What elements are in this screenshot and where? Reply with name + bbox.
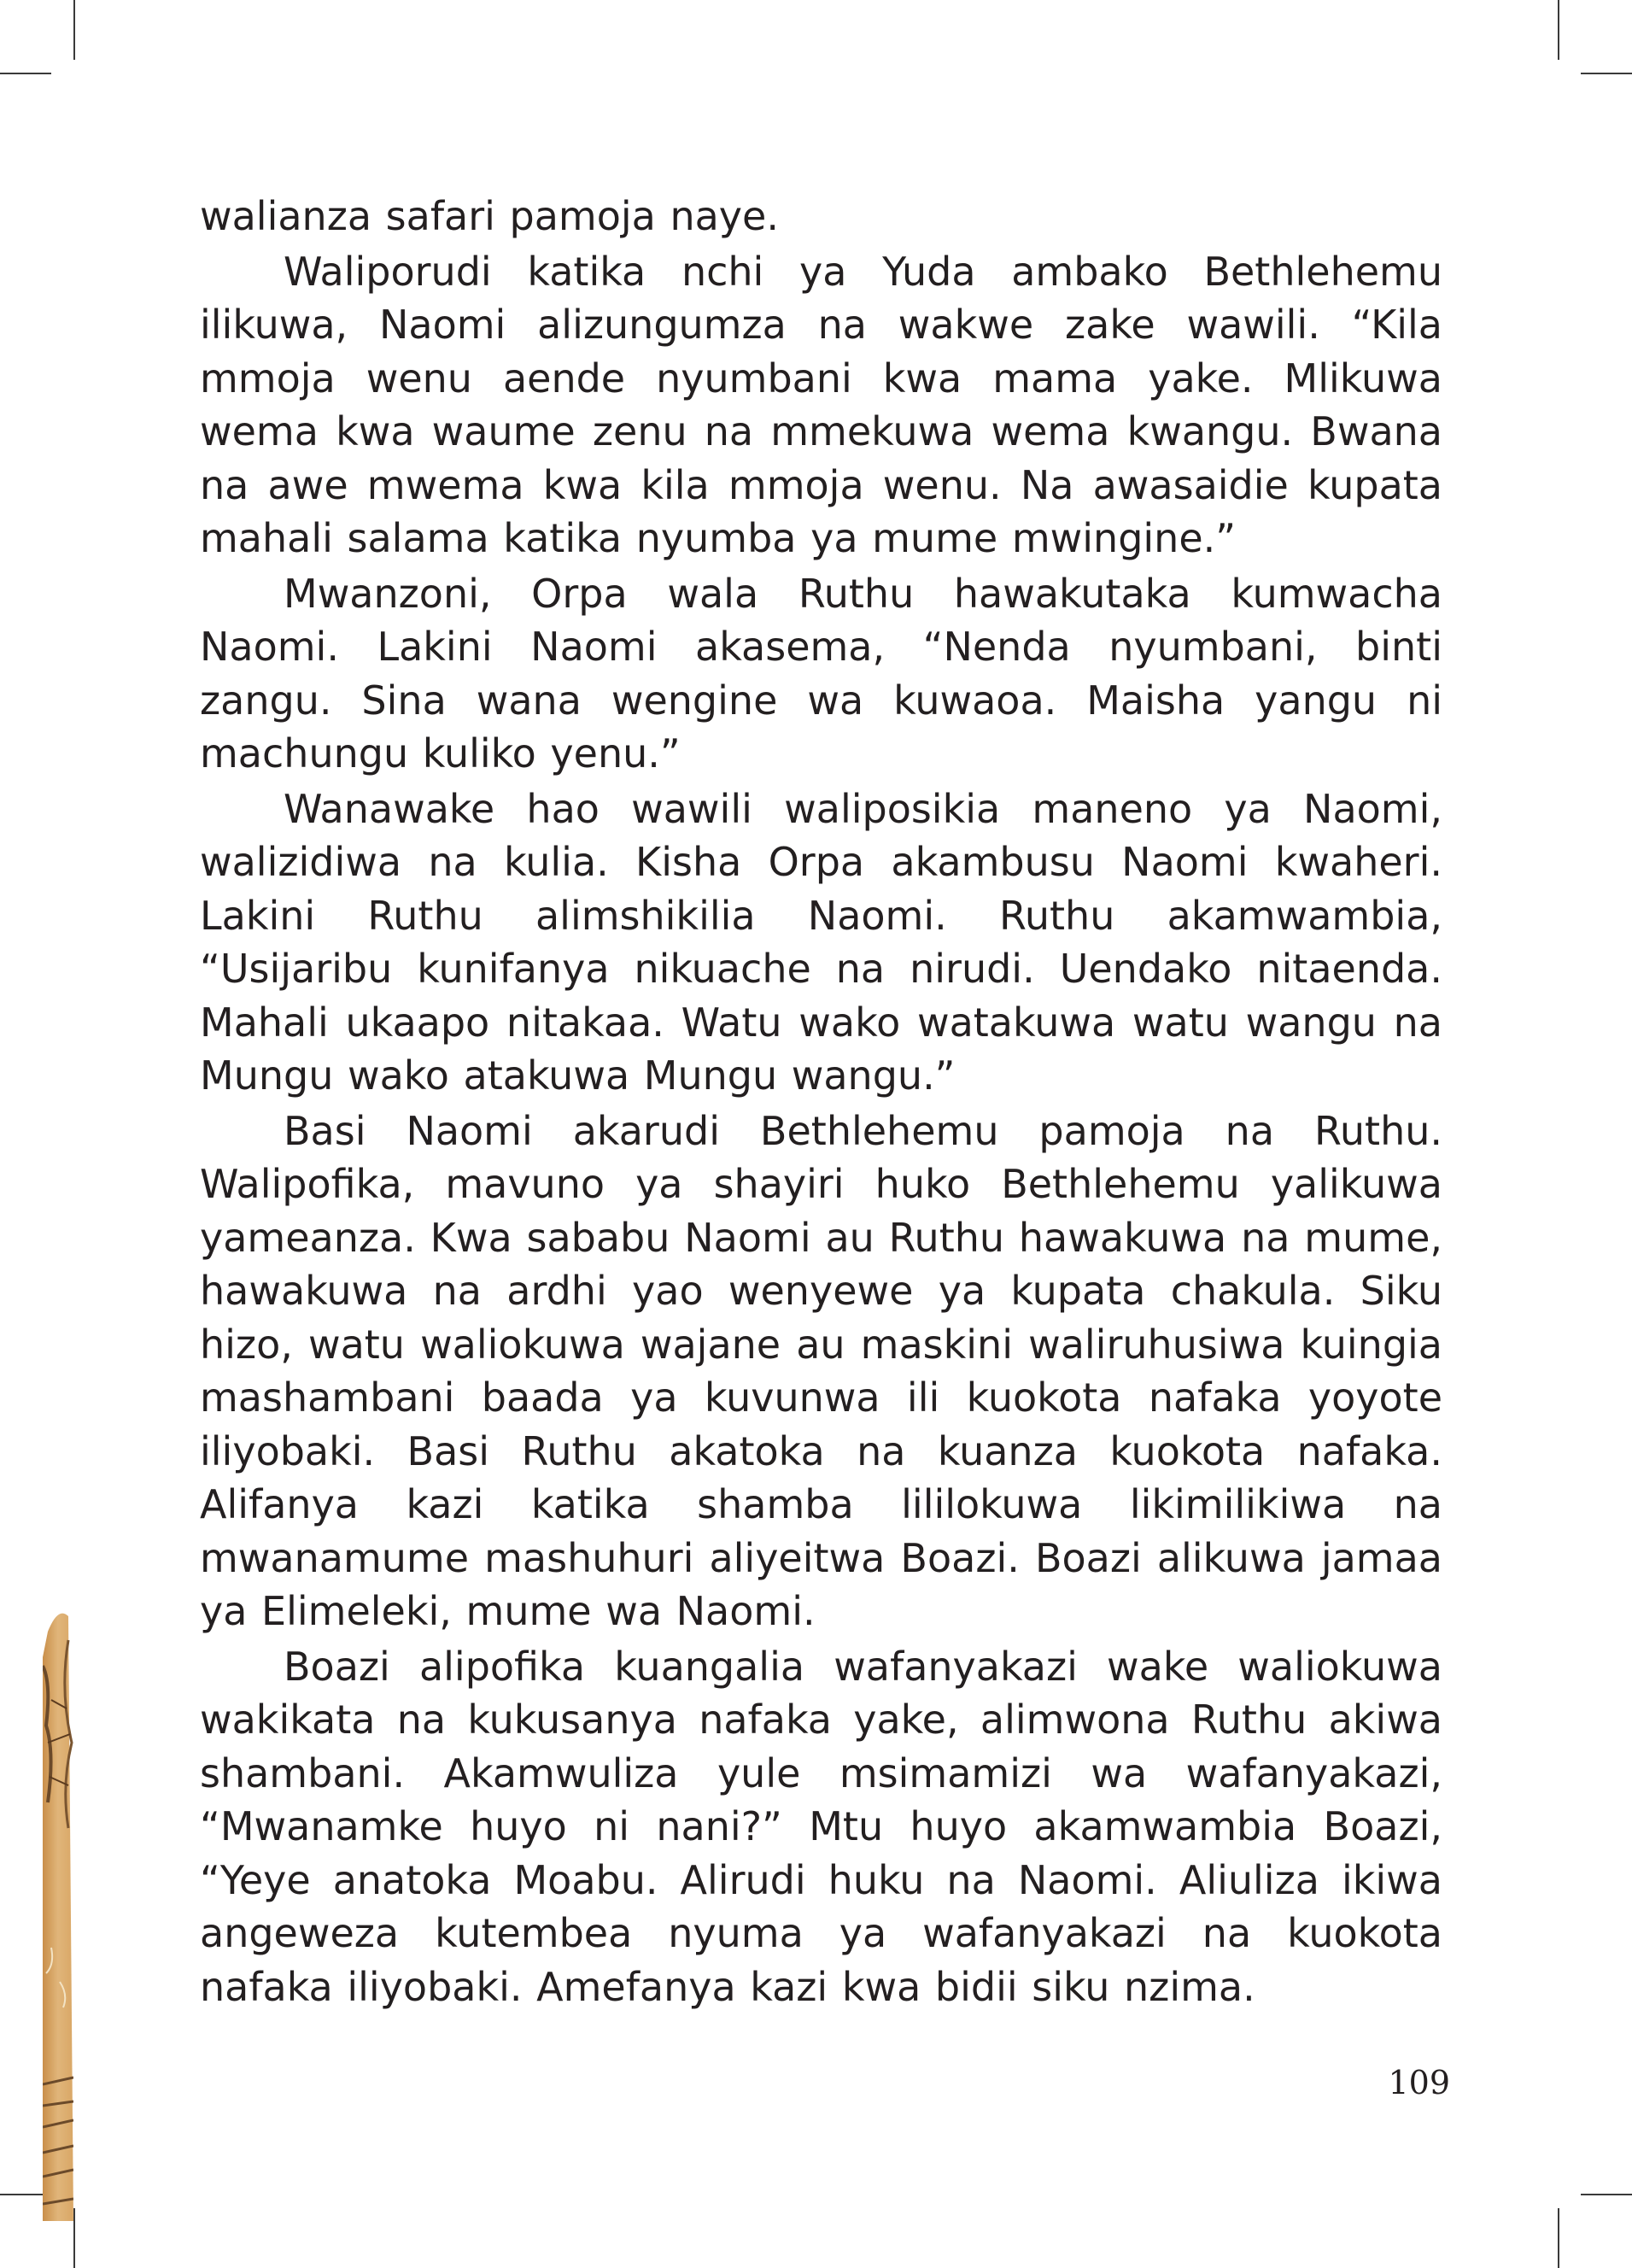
paragraph-4: Wanawake hao wawili waliposikia maneno ya Naomi, walizidiwa na kulia. Kisha Orpa akambusu Naomi kwaheri. Lakini Ruthu alimshikilia Naomi. Ruthu akamwambia, “Usijaribu kunifanya nikuache na nirudi. Uendako nitaenda. Mahali ukaapo nitakaa. Watu wako watakuwa watu wangu na Mungu wako atakuwa Mungu wangu.” (200, 785, 1442, 1099)
crop-mark-top-right (1558, 0, 1559, 60)
paragraph-1: walianza safari pamoja naye. (200, 193, 779, 239)
crop-mark-right-bottom (1581, 2194, 1632, 2195)
illustration-strip (43, 1606, 73, 2221)
crop-mark-left-top (0, 73, 51, 74)
crop-mark-top-left (73, 0, 75, 60)
body-text (200, 190, 1442, 2015)
crop-mark-right-top (1581, 73, 1632, 74)
paragraph-2: Waliporudi katika nchi ya Yuda ambako Bethlehemu ilikuwa, Naomi alizungumza na wakwe zake wawili. “Kila mmoja wenu aende nyumbani kwa mama yake. Mlikuwa wema kwa waume zenu na mmekuwa wema kwangu. Bwana na awe mwema kwa kila mmoja wenu. Na awasaidie kupata mahali salama katika nyumba ya mume mwingine.” (200, 248, 1442, 561)
paragraph-6: Boazi alipofika kuangalia wafanyakazi wake waliokuwa wakikata na kukusanya nafaka yake, alimwona Ruthu akiwa shambani. Akamwuliza yule msimamizi wa wafanyakazi, “Mwanamke huyo ni nani?” Mtu huyo akamwambia Boazi, “Yeye anatoka Moabu. Alirudi huku na Naomi. Aliuliza ikiwa angeweza kutembea nyuma ya wafanyakazi na kuokota nafaka iliyobaki. Amefanya kazi kwa bidii siku nzima. (200, 1643, 1442, 2010)
crop-mark-bottom-right (1558, 2208, 1559, 2268)
paragraph-3: Mwanzoni, Orpa wala Ruthu hawakutaka kumwacha Naomi. Lakini Naomi akasema, “Nenda nyumbani, binti zangu. Sina wana wengine wa kuwaoa. Maisha yangu ni machungu kuliko yenu.” (200, 570, 1442, 777)
paragraph-5: Basi Naomi akarudi Bethlehemu pamoja na Ruthu. Walipofika, mavuno ya shayiri huko Bethlehemu yalikuwa yameanza. Kwa sababu Naomi au Ruthu hawakuwa na mume, hawakuwa na ardhi yao wenyewe ya kupata chakula. Siku hizo, watu waliokuwa wajane au maskini waliruhusiwa kuingia mashambani baada ya kuvunwa ili kuokota nafaka yoyote iliyobaki. Basi Ruthu akatoka na kuanza kuokota nafaka. Alifanya kazi katika shamba lililokuwa likimilikiwa na mwanamume mashuhuri aliyeitwa Boazi. Boazi alikuwa jamaa ya Elimeleki, mume wa Naomi. (200, 1107, 1442, 1634)
page-number: 109 (1388, 2064, 1450, 2101)
crop-mark-bottom-left (73, 2208, 75, 2268)
